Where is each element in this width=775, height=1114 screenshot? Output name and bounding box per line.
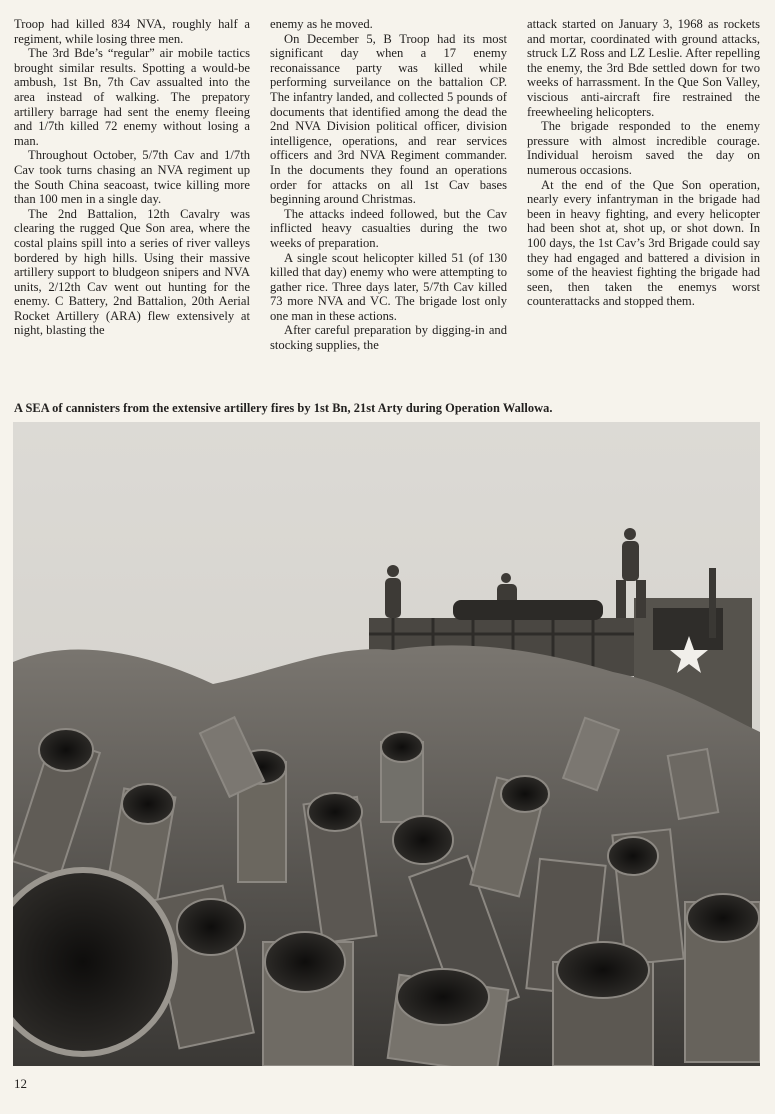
paragraph: Throughout October, 5/7th Cav and 1/7th Cav took turns chasing an NVA regiment up the South China seacoast, twice killing more than 100 men in a single day.	[14, 148, 250, 207]
paragraph: On December 5, B Troop had its most significant day when a 17 enemy reconaissance party was killed while performing surveilance on the battalion CP. The infantry landed, and collected 5 pounds of documents that identified among the dead the 2nd NVA Division political officer, division intelligence, operations, and rear services officers and 3rd NVA Regiment commander. In the documents they found an operations order for attacks on all 1st Cav bases beginning around Christmas.	[270, 31, 507, 207]
photo-caption: A SEA of cannisters from the extensive artillery fires by 1st Bn, 21st Arty during Operation Wallowa.	[14, 401, 553, 415]
paragraph: The 3rd Bde’s “regular” air mobile tactics brought similar results. Spotting a would-be ambush, 1st Bn, 7th Cav assualted into the area instead of walking. The prepatory artillery barrage had sent the enemy fleeing and 1/7th killed 72 enemy without losing a man.	[14, 46, 250, 148]
artillery-canister-photo	[13, 422, 760, 1066]
article-column-2	[270, 17, 507, 353]
paragraph: The attacks indeed followed, but the Cav inflicted heavy casualties during the two weeks of preparation.	[270, 206, 507, 250]
paragraph: attack started on January 3, 1968 as rockets and mortar, coordinated with ground attacks, struck LZ Ross and LZ Leslie. After repelling the enemy, the 3rd Bde settled down for two weeks of harrassment. In the Que Son Valley, viscious anti-aircraft fire restrained the freewheeling helicopters.	[527, 17, 760, 119]
paragraph: At the end of the Que Son operation, nearly every infantryman in the brigade had been in heavy fighting, and every helicopter had been shot at, shot up, or shot down. In 100 days, the 1st Cav’s 3rd Brigade could say they had engaged and battered a division in some of the heaviest fighting the brigade had seen, then taken the enemys worst counterattacks and stopped them.	[527, 177, 760, 309]
page-number: 12	[14, 1076, 27, 1091]
article-column-1	[14, 17, 250, 338]
large-canister-mouth	[13, 870, 175, 1054]
paragraph: The brigade responded to the enemy pressure with almost incredible courage. Individual heroism saved the day on numerous occasions.	[527, 119, 760, 177]
paragraph: A single scout helicopter killed 51 (of 130 killed that day) enemy who were attempting to gather rice. Three days later, 5/7th Cav killed 73 more NVA and VC. The brigade lost only one man in these actions.	[270, 250, 507, 323]
paragraph: Troop had killed 834 NVA, roughly half a regiment, while losing three men.	[14, 17, 250, 46]
paragraph: The 2nd Battalion, 12th Cavalry was clearing the rugged Que Son area, where the costal plains spill into a series of river valleys bordered by high hills. Using their massive artillery support to bludgeon snipers and NVA units, 2/12th Cav went out hunting for the enemy. C Battery, 2nd Battalion, 20th Aerial Rocket Artillery (ARA) flew extensively at night, blasting the	[14, 206, 250, 338]
paragraph: After careful preparation by digging-in and stocking supplies, the	[270, 323, 507, 353]
paragraph: enemy as he moved.	[270, 17, 373, 31]
article-column-3	[527, 17, 760, 309]
